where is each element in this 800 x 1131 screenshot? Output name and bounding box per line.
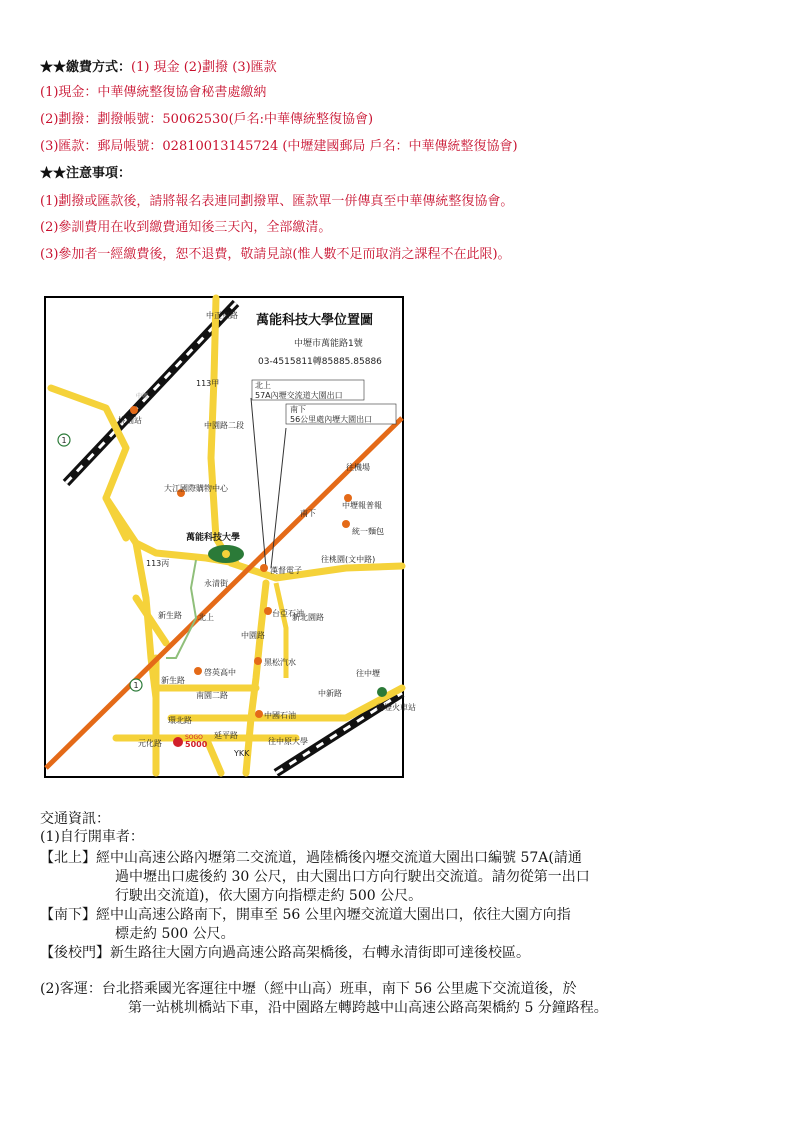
north-exit-2: 57A內壢交流道大園出口 (255, 391, 343, 400)
label-dajiang: 大江國際購物中心 (164, 484, 228, 493)
label-huaxun: 漢督電子 (270, 566, 302, 575)
poi-taiya (264, 607, 272, 615)
label-school: 萬能科技大學 (186, 533, 241, 543)
label-sogo-code: 5000 (185, 740, 208, 749)
traffic-self-drive: (1)自行開車者： (40, 829, 144, 845)
payment-heading (40, 56, 277, 75)
label-zhongyuan-rd: 中園路二段 (204, 421, 244, 430)
note-item-3: (3)參加者一經繳費後，恕不退費，敬請見諒(惟人數不足而取消之課程不在此限)。 (40, 247, 511, 262)
map-phone: 03-4515811轉85885.85886 (258, 357, 382, 367)
payment-heading-options: (1) 現金 (2)劃撥 (3)匯款 (131, 60, 277, 75)
north-exit-1: 北上 (255, 381, 271, 390)
south-exit-1: 南下 (290, 405, 306, 414)
label-zhongzheng-rd: 中正東路 (206, 311, 238, 320)
traffic-north-1: 【北上】經中山高速公路內壢第二交流道，過陸橋後內壢交流道大園出口編號 57A(請通 (40, 850, 582, 866)
label-xinsheng: 新生路 (158, 611, 182, 620)
poi-qiying (194, 667, 202, 675)
label-ykk: YKK (234, 749, 250, 758)
label-yuanbei: 元化路 (138, 739, 162, 748)
sogo-marker (173, 737, 183, 747)
poi-uni-noodle (342, 520, 350, 528)
label-xinbei: 新北園路 (292, 613, 324, 622)
poi-cpc (255, 710, 263, 718)
label-zhongli-tag: 中壢 (136, 393, 149, 400)
label-heisong: 黑松汽水 (264, 658, 296, 667)
train-station-icon (377, 687, 387, 697)
label-xinsheng-2: 新生路 (161, 676, 185, 685)
traffic-north-2: 過中壢出口處後約 30 公尺，由大園出口方向行駛出交流道。請勿從第一出口 (115, 869, 590, 885)
label-qiying: 啓英高中 (204, 668, 236, 677)
leader-north (251, 398, 266, 568)
label-cpc: 中國石油 (264, 711, 296, 720)
label-sogo: SOGO (185, 734, 203, 741)
label-r113-top: 113甲 (196, 379, 220, 388)
poi-huaxun (260, 564, 268, 572)
map-address: 中壢市萬能路1號 (294, 339, 363, 349)
traffic-bus-1: (2)客運：台北搭乘國光客運往中壢（經中山高）班車，南下 56 公里處下交流道後，於 (40, 981, 577, 997)
location-map (44, 296, 416, 778)
label-nanyuan: 南園二路 (196, 691, 228, 700)
traffic-bus-2: 第一站桃圳橋站下車，沿中園路左轉跨越中山高速公路高架橋約 5 分鐘路程。 (128, 1000, 608, 1016)
label-taiya: 台亞石油 (272, 609, 304, 618)
label-yanping: 延平路 (214, 731, 238, 740)
poi-heisong (254, 657, 262, 665)
notes-heading: ★★注意事項： (40, 166, 132, 181)
route-1-b: 1 (133, 681, 139, 690)
traffic-heading: 交通資訊： (40, 811, 110, 827)
label-uni-noodle: 統一麵包 (352, 527, 384, 536)
traffic-north-3: 行駛出交流道)，依大園方向指標走約 500 公尺。 (115, 888, 423, 904)
label-zl-news: 中壢報普報 (342, 501, 382, 510)
payment-transfer: (2)劃撥：劃撥帳號：50062530(戶名:中華傳統整復協會) (40, 112, 374, 127)
traffic-south-2: 標走約 500 公尺。 (115, 926, 235, 942)
label-to-taoyuan: 往桃園(文中路) (321, 555, 376, 564)
payment-cash: (1)現金：中華傳統整復協會秘書處繳納 (40, 85, 267, 100)
leader-south (271, 428, 286, 568)
school-marker-dot (222, 550, 230, 558)
note-item-2: (2)參訓費用在收到繳費通知後三天內，全部繳清。 (40, 220, 332, 235)
label-taoyuan-stn: 桃園站 (118, 416, 142, 425)
route-1-a: 1 (61, 436, 67, 445)
label-zhongxin: 中新路 (318, 689, 342, 698)
traffic-south-1: 【南下】經中山高速公路南下，開車至 56 公里內壢交流道大園出口，依往大園方向指 (40, 907, 571, 923)
label-to-zhongli: 往中壢 (356, 669, 380, 678)
label-zhongyuan-rd2: 中園路 (241, 631, 265, 640)
map-drawing (46, 298, 416, 776)
label-neili-stn: 內壢火車站 (376, 703, 416, 712)
note-item-1: (1)劃撥或匯款後，請將報名表連同劃撥單、匯款單一併傳真至中華傳統整復協會。 (40, 194, 514, 209)
label-to-airport: 往機場 (346, 463, 370, 472)
label-yongqing: 永清街 (204, 579, 228, 588)
payment-heading-prefix: ★★繳費方式： (40, 60, 132, 75)
map-title: 萬能科技大學位置圖 (256, 313, 374, 328)
south-exit-2: 56公里處內壢大園出口 (290, 415, 373, 424)
label-huanbei: 環北路 (168, 716, 192, 725)
label-south-arrow: 南下 (300, 509, 316, 518)
traffic-backgate: 【後校門】新生路往大園方向過高速公路高架橋後，右轉永清街即可達後校區。 (40, 945, 530, 961)
label-r113-left: 113丙 (146, 559, 170, 568)
payment-remit: (3)匯款：郵局帳號：02810013145724 (中壢建國郵局 戶名：中華傳統整復協會) (40, 139, 518, 154)
label-to-cycu: 往中原大學 (268, 737, 308, 746)
label-north-arrow: 北上 (198, 613, 214, 622)
poi-taoyuan-station (130, 406, 138, 414)
